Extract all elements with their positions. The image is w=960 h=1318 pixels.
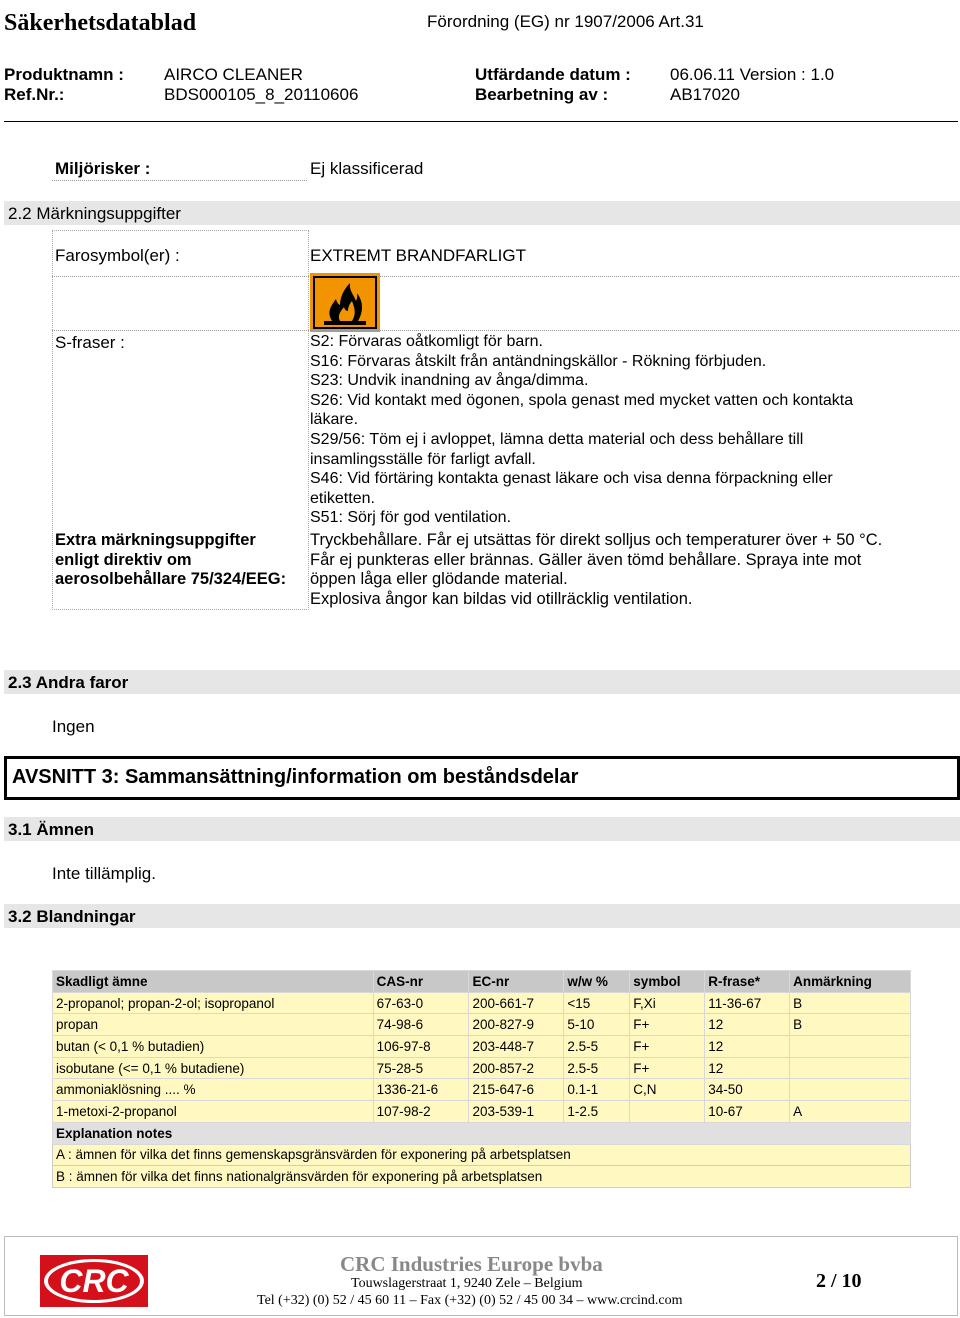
table-cell: 34-50 — [705, 1079, 790, 1101]
extra-line: Tryckbehållare. Får ej utsättas för direkt solljus och temperaturer över + 50 °C. — [310, 531, 883, 549]
table-cell: 106-97-8 — [373, 1036, 469, 1058]
table-cell — [630, 1101, 705, 1123]
section-2-3-bar — [4, 670, 960, 694]
document-title: Säkerhetsdatablad — [4, 10, 197, 36]
table-cell: 12 — [705, 1014, 790, 1036]
s-phrase-line: S51: Sörj för god ventilation. — [310, 509, 512, 527]
table-cell: F+ — [630, 1014, 705, 1036]
s-phrase-line: S29/56: Töm ej i avloppet, lämna detta material och dess behållare till — [310, 430, 804, 448]
table-row — [53, 1057, 911, 1079]
s-phrase-line: S26: Vid kontakt med ögonen, spola genast med mycket vatten och kontakta — [310, 391, 854, 409]
note-row — [53, 1144, 911, 1166]
note-row — [53, 1166, 911, 1188]
s-phrase-line: S2: Förvaras oåtkomligt för barn. — [310, 333, 543, 350]
table-cell: 11-36-67 — [705, 992, 790, 1014]
extra-label-line: Extra märkningsuppgifter — [55, 531, 256, 549]
table-row — [53, 1079, 911, 1101]
table-cell: ammoniaklösning .... % — [53, 1079, 374, 1101]
s-phrase-line: S23: Undvik inandning av ånga/dimma. — [310, 372, 589, 390]
table-cell: 200-661-7 — [469, 992, 564, 1014]
symbol-dotline — [52, 276, 959, 277]
env-dotline — [52, 180, 307, 181]
section-3-1-bar — [4, 817, 960, 841]
table-cell: propan — [53, 1014, 374, 1036]
table-cell: 1-2.5 — [564, 1101, 630, 1123]
table-cell: 1336-21-6 — [373, 1079, 469, 1101]
table-cell: 5-10 — [564, 1014, 630, 1036]
s-phrase-line: läkare. — [310, 411, 359, 429]
crc-logo — [40, 1255, 148, 1307]
explanation-header-row — [53, 1122, 911, 1144]
table-cell: butan (< 0,1 % butadien) — [53, 1036, 374, 1058]
product-value: AIRCO CLEANER — [164, 65, 303, 84]
table-cell: 10-67 — [705, 1101, 790, 1123]
table-cell — [790, 1057, 911, 1079]
table-cell: 107-98-2 — [373, 1101, 469, 1123]
regulation-text: Förordning (EG) nr 1907/2006 Art.31 — [427, 12, 704, 31]
page-number: 2 / 10 — [816, 1270, 862, 1292]
col-rphrase: R-frase* — [705, 971, 790, 993]
table-cell: F,Xi — [630, 992, 705, 1014]
table-cell: B — [790, 1014, 911, 1036]
flammable-hazard-icon — [310, 273, 380, 332]
s-phrase-line: etiketten. — [310, 489, 375, 507]
table-cell: 12 — [705, 1057, 790, 1079]
table-cell: 74-98-6 — [373, 1014, 469, 1036]
edited-by-value: AB17020 — [670, 85, 740, 104]
table-cell — [790, 1079, 911, 1101]
other-hazards-value: Ingen — [52, 717, 95, 736]
issue-date-value: 06.06.11 Version : 1.0 — [670, 65, 835, 84]
s-phrase-line: S46: Vid förtäring kontakta genast läkare och visa denna förpackning eller — [310, 470, 833, 488]
col-cas: CAS-nr — [373, 971, 469, 993]
table-cell: isobutane (<= 0,1 % butadiene) — [53, 1057, 374, 1079]
table-cell: 203-539-1 — [469, 1101, 564, 1123]
explanation-title: Explanation notes — [53, 1122, 911, 1144]
s-phrase-line: S16: Förvaras åtskilt från antändningskällor - Rökning förbjuden. — [310, 352, 767, 370]
table-row — [53, 1101, 911, 1123]
table-cell: 1-metoxi-2-propanol — [53, 1101, 374, 1123]
table-cell: F+ — [630, 1057, 705, 1079]
section-2-2-bar — [4, 201, 960, 225]
extra-line: öppen låga eller glödande material. — [310, 570, 568, 589]
section-3-1-title: 3.1 Ämnen — [8, 820, 94, 839]
env-risk-value: Ej klassificerad — [310, 159, 424, 178]
section-2-3-title: 2.3 Andra faror — [8, 673, 129, 692]
section-2-2-title: 2.2 Märkningsuppgifter — [8, 204, 181, 223]
note-b: B : ämnen för vilka det finns nationalgränsvärden för exponering på arbetsplatsen — [53, 1166, 911, 1188]
composition-table — [52, 970, 911, 1188]
ref-label: Ref.Nr.: — [4, 85, 65, 104]
s-phrases-list — [310, 332, 955, 528]
extra-line: Explosiva ångor kan bildas vid otillräcklig ventilation. — [310, 589, 693, 608]
col-substance: Skadligt ämne — [53, 971, 374, 993]
company-contact: Tel (+32) (0) 52 / 45 60 11 – Fax (+32) (0) 52 / 45 00 34 – www.crcind.com — [257, 1293, 683, 1308]
table-cell: 2.5-5 — [564, 1057, 630, 1079]
table-cell — [790, 1036, 911, 1058]
table-cell: 67-63-0 — [373, 992, 469, 1014]
col-symbol: symbol — [630, 971, 705, 993]
col-remark: Anmärkning — [790, 971, 911, 993]
table-cell: F+ — [630, 1036, 705, 1058]
header-divider — [4, 121, 958, 122]
table-row — [53, 1014, 911, 1036]
company-name: CRC Industries Europe bvba — [340, 1252, 603, 1276]
table-cell: 203-448-7 — [469, 1036, 564, 1058]
extra-labelling-label — [55, 531, 286, 590]
extra-labelling-text — [310, 531, 955, 609]
hazard-symbol-value: EXTREMT BRANDFARLIGT — [310, 246, 526, 265]
edited-by-label: Bearbetning av : — [475, 85, 609, 104]
extra-line: Får ej punkteras eller brännas. Gäller även tömd behållare. Spraya inte mot — [310, 550, 862, 569]
table-cell: 0.1-1 — [564, 1079, 630, 1101]
table-cell: 2.5-5 — [564, 1036, 630, 1058]
svg-text:CRC: CRC — [59, 1263, 129, 1299]
substances-value: Inte tillämplig. — [52, 864, 156, 883]
table-cell: 215-647-6 — [469, 1079, 564, 1101]
sfrase-dotline — [52, 330, 959, 331]
table-header-row — [53, 971, 911, 993]
col-ec: EC-nr — [469, 971, 564, 993]
table-cell: C,N — [630, 1079, 705, 1101]
table-row — [53, 1036, 911, 1058]
hazard-symbol-label: Farosymbol(er) : — [55, 246, 180, 265]
product-label: Produktnamn : — [4, 65, 124, 84]
extra-label-line: aerosolbehållare 75/324/EEG: — [55, 570, 287, 589]
env-risk-label: Miljörisker : — [55, 159, 151, 178]
table-cell: 2-propanol; propan-2-ol; isopropanol — [53, 992, 374, 1014]
section-3-heading-box — [4, 756, 960, 800]
table-cell: A — [790, 1101, 911, 1123]
issue-date-label: Utfärdande datum : — [475, 65, 631, 84]
col-ww: w/w % — [564, 971, 630, 993]
s-phrase-line: insamlingsställe för farligt avfall. — [310, 450, 536, 468]
table-cell: 200-827-9 — [469, 1014, 564, 1036]
table-cell: 12 — [705, 1036, 790, 1058]
table-cell: B — [790, 992, 911, 1014]
company-address: Touwslagerstraat 1, 9240 Zele – Belgium — [351, 1276, 583, 1291]
s-phrases-label: S-fraser : — [55, 333, 125, 352]
table-row — [53, 992, 911, 1014]
table-cell: <15 — [564, 992, 630, 1014]
table-cell: 200-857-2 — [469, 1057, 564, 1079]
table-cell: 75-28-5 — [373, 1057, 469, 1079]
section-3-heading: AVSNITT 3: Sammansättning/information om beståndsdelar — [12, 766, 579, 788]
section-3-2-bar — [4, 904, 960, 928]
section-3-2-title: 3.2 Blandningar — [8, 907, 136, 926]
extra-label-line: enligt direktiv om — [55, 550, 192, 569]
ref-value: BDS000105_8_20110606 — [164, 85, 359, 104]
note-a: A : ämnen för vilka det finns gemenskapsgränsvärden för exponering på arbetsplatsen — [53, 1144, 911, 1166]
